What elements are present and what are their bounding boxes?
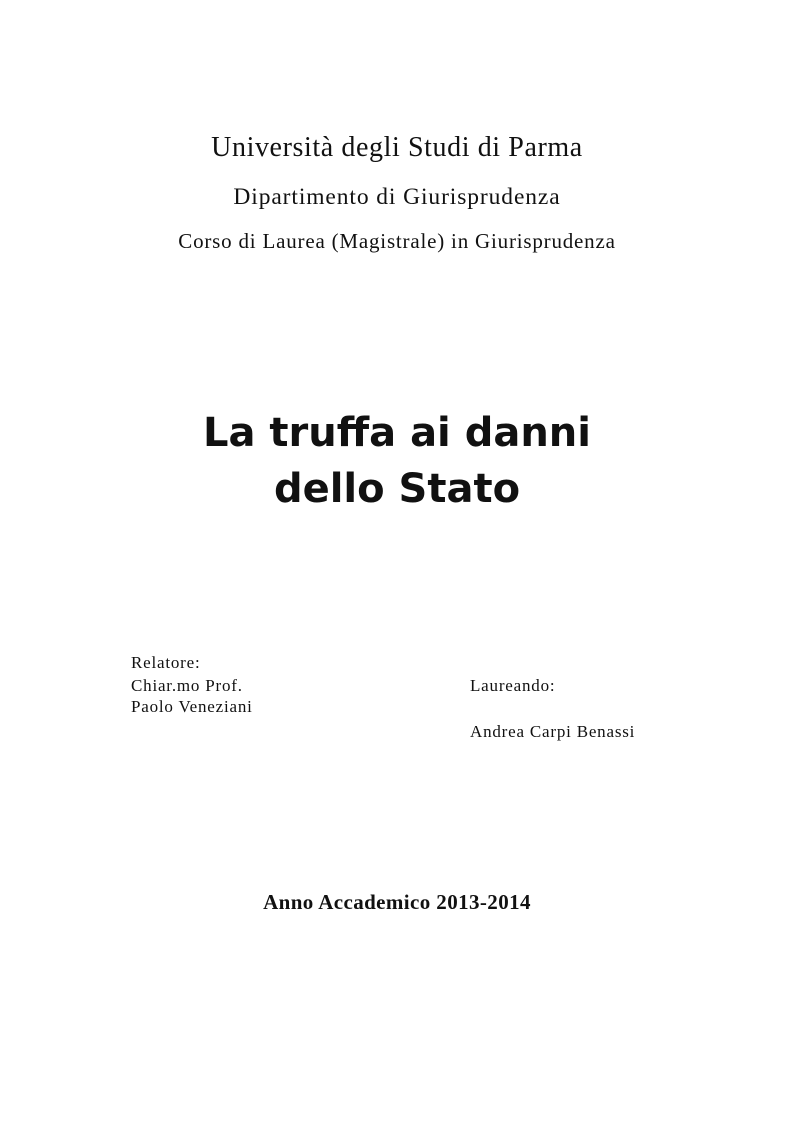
university-name: Università degli Studi di Parma	[211, 132, 583, 163]
candidate-label: Laureando:	[470, 676, 556, 695]
course-name: Corso di Laurea (Magistrale) in Giurisprudenza	[178, 229, 616, 253]
supervisor-label: Relatore:	[131, 653, 201, 672]
thesis-title-line-1: La truffa ai danni	[203, 410, 591, 456]
academic-year: Anno Accademico 2013-2014	[263, 890, 531, 914]
thesis-title	[0, 405, 794, 517]
department-name: Dipartimento di Giurisprudenza	[233, 184, 561, 210]
supervisor-title: Chiar.mo Prof.	[131, 676, 243, 695]
thesis-title-line-2: dello Stato	[273, 466, 521, 512]
supervisor-name: Paolo Veneziani	[131, 697, 253, 716]
candidate-name: Andrea Carpi Benassi	[470, 722, 636, 741]
